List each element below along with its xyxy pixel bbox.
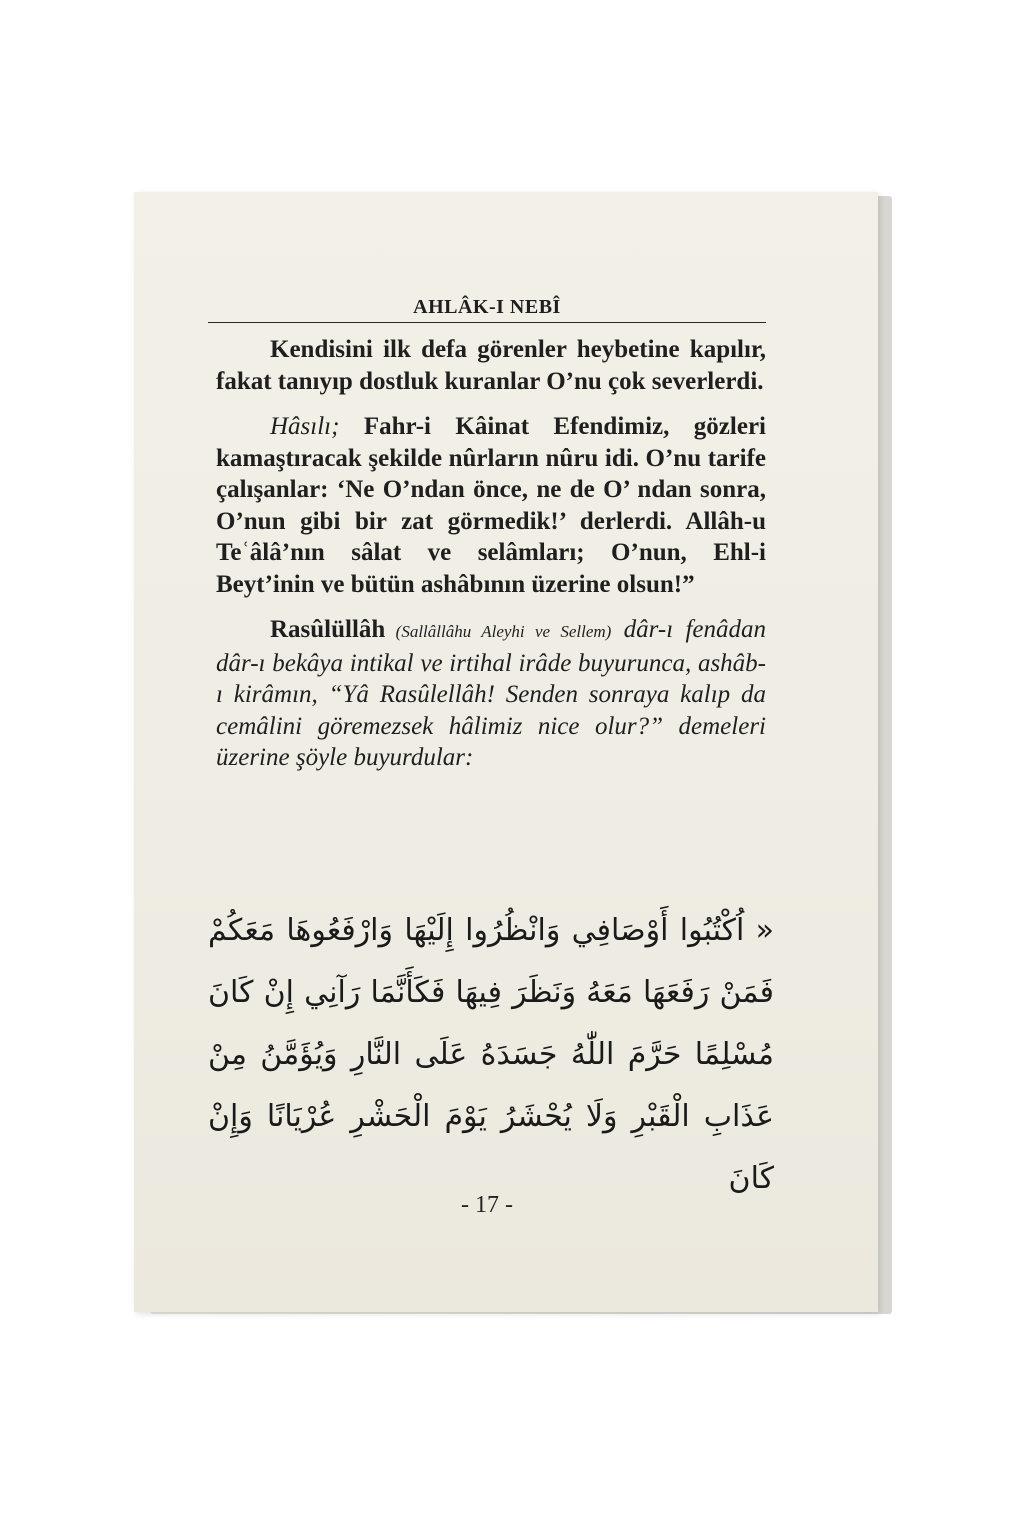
arabic-hadith-text bbox=[208, 900, 774, 1210]
paragraph-2-italic-lead: Hâsılı; bbox=[270, 413, 340, 440]
page-number: - 17 - bbox=[461, 1192, 513, 1218]
paragraph-3-body: dâr-ı fenâdan dâr-ı bekâya intikal ve irtihal irâde buyurunca, ashâb-ı kirâmın, “Yâ Rasûlellâh! Senden sonraya kalıp da cemâlini göremezsek hâlimiz nice olur?” demeleri üzerine şöyle buyurdular: bbox=[216, 616, 766, 771]
arabic-line-2: فَمَنْ رَفَعَهَا مَعَهُ وَنَظَرَ فِيهَا فَكَأَنَّمَا رَآنِي إِنْ كَانَ bbox=[208, 975, 774, 1010]
paragraph-3 bbox=[216, 614, 766, 774]
arabic-line-1: « اُكْتُبُوا أَوْصَافِي وَانْظُرُوا إِلَيْهَا وَارْفَعُوهَا مَعَكُمْ bbox=[208, 913, 774, 948]
header-divider bbox=[208, 322, 766, 323]
paragraph-3-name: Rasûlüllâh bbox=[270, 616, 386, 643]
paragraph-3-honorific: (Sallâllâhu Aleyhi ve Sellem) bbox=[385, 622, 612, 641]
paragraph-2 bbox=[216, 411, 766, 600]
arabic-line-3: مُسْلِمًا حَرَّمَ اللّٰهُ جَسَدَهُ عَلَى النَّارِ وَيُؤَمَّنُ مِنْ bbox=[208, 1037, 774, 1072]
body-text bbox=[216, 334, 766, 788]
paragraph-1: Kendisini ilk defa görenler heybetine kapılır, fakat tanıyıp dostluk kuranlar O’nu çok severlerdi. bbox=[216, 336, 766, 395]
running-header-title: AHLÂK-I NEBÎ bbox=[413, 296, 561, 318]
paragraph-2-body: Fahr-i Kâinat Efendimiz, gözleri kamaştıracak şekilde nûrların nûru idi. O’nu tarife çalışanlar: ‘Ne O’ndan önce, ne de O’ ndan sonra, O’nun gibi bir zat görmedik!’ derlerdi. Allâh-u Teʿâlâ’nın sâlat ve selâmları; O’nun, Ehl-i Beyt’inin ve bütün ashâbının üzerine olsun!” bbox=[216, 413, 766, 598]
arabic-line-4: عَذَابِ الْقَبْرِ وَلَا يُحْشَرُ يَوْمَ الْحَشْرِ عُرْيَانًا وَإِنْ كَانَ bbox=[208, 1099, 774, 1196]
